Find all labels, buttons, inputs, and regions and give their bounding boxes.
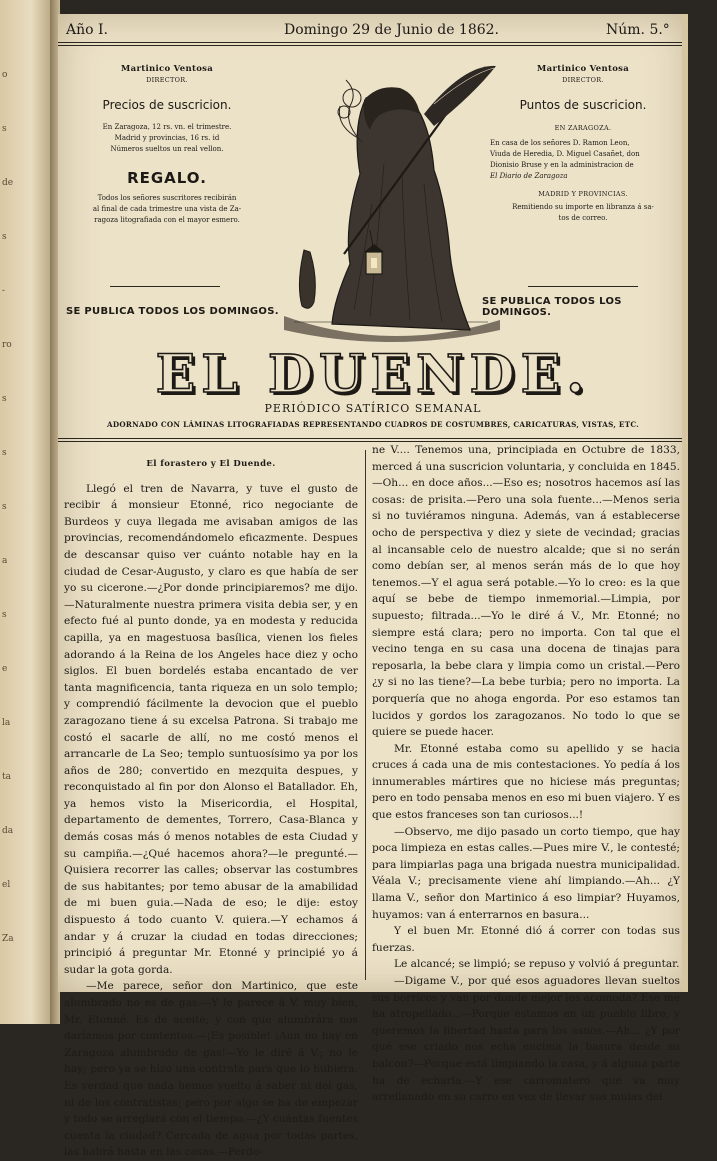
previous-page-fragment: s: [2, 124, 7, 134]
zaragoza-line: En casa de los señores D. Ramon Leon,: [490, 139, 630, 147]
provinces-line: tos de correo.: [558, 214, 608, 222]
previous-page-fragment: -: [2, 286, 6, 296]
zaragoza-line: Viuda de Heredia, D. Miguel Casañet, don: [490, 150, 640, 158]
header-rule-double: [58, 45, 688, 46]
previous-page-fragment: ta: [2, 772, 11, 782]
previous-page-fragment: s: [2, 448, 7, 458]
previous-page-fragment: ro: [2, 340, 12, 350]
price-line: Madrid y provincias, 16 rs. id: [114, 134, 220, 142]
article-paragraph: —Me parece, señor don Martinico, que este alumbrado no es de gas.—Y le parece á V. muy bien, Mr. Etonné. Es de aceite; y con que alumbrára nos daríamos por contentos.—¡Es posible! ¡Aun no hay en Zaragoza alumbrado de gas!—Yo le diré á V.; no le hay; pero ya se hizo una contrata para que lo hubiera. Es verdad que nada hemos vuelto á saber ni del gas, ni de los contratistas; pero por algo se ha de empezar y todo se arreglará con el tiempo.—¿Y cuántas fuentes cuenta la ciudad? Cercada de agua por todas partes, las habrá hasta en las casas.—Perdo-: [64, 980, 358, 1159]
previous-page-fragment: de: [2, 178, 14, 188]
right-panel: [478, 64, 688, 224]
regalo-line: al final de cada trimestre una vista de Za-: [92, 205, 242, 213]
zaragoza-line: El Diario de Zaragoza: [490, 172, 568, 180]
price-line: Números sueltos un real vellon.: [110, 145, 224, 153]
previous-page-fragment: s: [2, 610, 7, 620]
duende-illustration: [274, 54, 506, 346]
previous-page-fragment: s: [2, 394, 7, 404]
article-paragraph: —Digame V., por qué esos aguadores llevan sueltos sus borricos y van por donde mejor les acomoda? Ese me ha atropellado...—Porque estamos en un pueblo libre, y queremos la libertad hasta para los asnos.—Ah... ¿Y por qué ese criado nos echa encima la basura desde su balcon?—Porque está limpiando la casa, y á alguna parte ha de echarla.—Y ese carromatero que va muy arrellanado en su carro en vez de llevar sus mulas del: [372, 975, 680, 1104]
previous-page-edge: [0, 0, 52, 1024]
article-paragraph: Mr. Etonné estaba como su apellido y se hacia cruces á cada una de mis contestaciones. Yo pedía á los innumerables mártires que no hiciese más preguntas; pero en todo pensaba menos en eso mi buen viajero. Y es que estos franceses son tan curiosos...!: [372, 742, 680, 822]
zaragoza-list: [478, 138, 688, 182]
published-note-right: SE PUBLICA TODOS LOS DOMINGOS.: [482, 296, 622, 318]
masthead-adorno: ADORNADO CON LÁMINAS LITOGRAFIADAS REPRESENTANDO CUADROS DE COSTUMBRES, CARICATURAS, VISTAS, ETC.: [106, 420, 640, 429]
previous-page-fragment: s: [2, 232, 7, 242]
regalo-heading: REGALO.: [127, 169, 207, 187]
masthead-rule: [58, 438, 688, 439]
previous-page-fragment: s: [2, 502, 7, 512]
zaragoza-line: Dionisio Bruse y en la administracion de: [490, 161, 634, 169]
previous-page-fragment: Za: [2, 934, 14, 944]
masthead-title: EL DUENDE.: [155, 344, 591, 405]
provinces-list: [478, 202, 688, 224]
provinces-label: MADRID Y PROVINCIAS.: [538, 190, 628, 198]
article-column-right: [372, 442, 680, 1106]
regalo-line: ragoza litografiada con el mayor esmero.: [94, 216, 240, 224]
director-name-left: Martinico Ventosa: [120, 64, 214, 74]
published-note-left: SE PUBLICA TODOS LOS DOMINGOS.: [66, 306, 279, 317]
masthead-subtitle: PERIÓDICO SATÍRICO SEMANAL: [264, 402, 482, 415]
previous-page-fragment: e: [2, 664, 8, 674]
previous-page-fragment: da: [2, 826, 14, 836]
price-line: En Zaragoza, 12 rs. vn. el trimestre.: [102, 123, 232, 131]
prices-list: [62, 122, 272, 155]
previous-page-fragment: la: [2, 718, 11, 728]
header-line: [58, 18, 688, 40]
article-paragraph: Llegó el tren de Navarra, y tuve el gusto de recibir á monsieur Etonné, rico negociante de Burdeos y cuya llegada me avisaban amigos de las provincias, recomendándomelo eficazmente. Despues de descansar quiso ver cuánto notable hay en la ciudad de Cesar-Augusto, y claro es que había de ser yo su cicerone.—¿Por donde principiaremos? me dijo.—Naturalmente nuestra primera visita debia ser, y en efecto fué al punto donde, ya en modesta y reducida capilla, ya en magestuosa basílica, vienen los fieles adorando á la Reina de los Angeles hace diez y ocho siglos. El buen bordelés estaba encantado de ver tanta magnificencia, tanta riqueza en un solo templo; y comprendió fácilmente la devocion que el pueblo zaragozano tiene á su excelsa Patrona. Si trabajo me costó el sacarle de allí, no me costó menos el arrancarle de La Seo; templo suntuosísimo ya por los años de 280; convertido en mezquita despues, y reconquistado al fin por don Alonso el Batallador. Eh, ya hemos visto la Misericordia, el Hospital, departamento de dementes, Torrero, Casa-Blanca y demás cosas más ó menos notables de esta Ciudad y su campiña.—¿Qué hacemos ahora?—le pregunté.—Quisiera recorrer las calles; observar las costumbres de sus habitantes; por temo abusar de la amabilidad de mi buen guia.—Nada de eso; le dije: estoy dispuesto á todo cuanto V. quiera.—Y echamos á andar y á cruzar la ciudad en todas direcciones; principió á preguntar Mr. Etonné y principié yo á sudar la gota gorda.: [64, 482, 358, 976]
regalo-text: [62, 193, 272, 226]
zaragoza-label: EN ZARAGOZA.: [554, 124, 612, 132]
left-panel: [62, 64, 272, 226]
prices-heading: Precios de suscricion.: [102, 98, 232, 112]
column-divider: [365, 450, 366, 980]
article-paragraph: —Observo, me dijo pasado un corto tiempo, que hay poca limpieza en estas calles.—Pues mire V., le contesté; para limpiarlas paga una brigada nuestra municipalidad. Véala V.; precisamente viene ahí limpiando.—Ah... ¿Y llama V., señor don Martinico á eso limpiar? Huyamos, huyamos: van á enterrarnos en basura...: [372, 825, 680, 921]
issue-date: Domingo 29 de Junio de 1862.: [284, 22, 500, 38]
article-title: El forastero y El Duende.: [146, 459, 276, 469]
article-paragraph: ne V.... Tenemos una, principiada en Octubre de 1833, merced á una suscricion voluntaria, y concluida en 1845.—Oh... en doce años...—Eso es; nosotros hacemos así las cosas: de prisita.—Pero una sola fuente...—Menos seria si no tuviéramos ninguna. Además, van á establecerse ocho de perspectiva y diez y siete de vecindad; gracias al incansable celo de nuestro alcalde; que si no serán como debían ser, al menos serán más de lo que hoy tenemos.—Y el agua será potable.—Yo lo creo: es la que aquí se bebe de tiempo inmemorial.—Limpia, por supuesto; filtrada...—Yo le diré á V., Mr. Etonné; no siempre está clara; pero no importa. Con tal que el vecino tenga en su casa una docena de tinajas para reposarla, la bebe clara y limpia como un cristal.—Pero ¿y si no las tiene?—La bebe turbia; pero no importa. La porquería que no ahoga engorda. Por eso estamos tan lucidos y gordos los zaragozanos. No todo lo que se quiere se puede hacer.: [372, 444, 680, 739]
previous-page-fragment: a: [2, 556, 8, 566]
year-label: Año I.: [66, 22, 108, 38]
provinces-line: Remitiendo su importe en libranza á sa-: [512, 203, 654, 211]
previous-page-fragment: el: [2, 880, 11, 890]
points-heading: Puntos de suscricion.: [519, 98, 647, 112]
previous-page-fragment: o: [2, 70, 8, 80]
director-title-left: DIRECTOR.: [146, 76, 188, 84]
regalo-line: Todos los señores suscritores recibirán: [97, 194, 237, 202]
header-rule: [58, 42, 688, 43]
director-name-right: Martinico Ventosa: [536, 64, 630, 74]
article-paragraph: Le alcancé; se limpió; se repuso y volvió á preguntar.: [394, 958, 680, 971]
article-column-left: [64, 452, 358, 1161]
issue-number: Núm. 5.°: [606, 22, 670, 38]
left-panel-rule: [110, 286, 220, 287]
newspaper-page: [58, 14, 688, 1159]
hanging-bag: [299, 250, 315, 308]
director-title-right: DIRECTOR.: [562, 76, 604, 84]
article-paragraph: Y el buen Mr. Etonné dió á correr con todas sus fuerzas.: [372, 925, 680, 954]
right-panel-rule: [528, 286, 638, 287]
